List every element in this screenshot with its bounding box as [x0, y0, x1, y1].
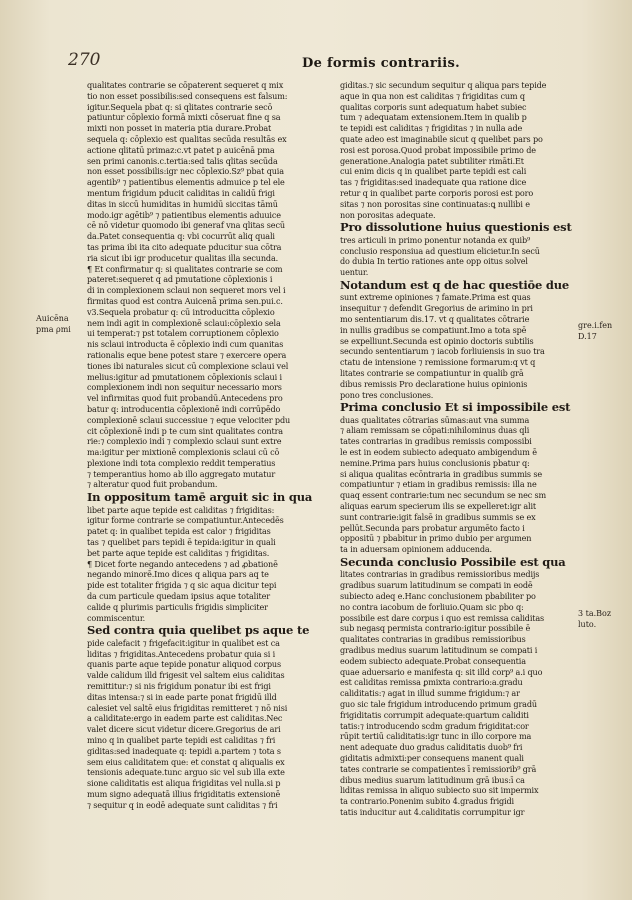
text-line: gradibus suarum latitudinum se compati in eodē	[340, 580, 533, 591]
text-line: aque in qua non est caliditas ⁊ frigiditas cum q	[340, 90, 525, 101]
text-line: do dubia In tertio rationes ante opp oitus solvel	[340, 256, 528, 267]
text-line: possibile est dare corpus i quo est remissa caliditas	[340, 612, 545, 623]
text-line: cē nō videtur quomodo ibi generaf vna qlitas secū	[87, 220, 285, 231]
text-line: tas ⁊ quelibet pars tepidi ē tepida:igitur in quali	[87, 537, 276, 548]
text-line: mentum frigidum pducit caliditas in calidū frigi	[87, 187, 275, 198]
text-line: rūpit tertiū caliditatis:igr tunc in illo corpore ma	[340, 731, 532, 742]
text-line: calesiet vel saltē eius frigiditas remitteret ⁊ nō nisi	[87, 702, 288, 713]
text-line: nent adequate duo gradus caliditatis duob⁹ fri	[340, 742, 523, 753]
section-heading-line: Pro dissolutione huius questionis est	[340, 220, 572, 235]
text-line: nemine.Prima pars huius conclusionis pbatur q:	[340, 457, 530, 468]
text-line: quaq essent contrarie:tum nec secundum se nec sm	[340, 490, 547, 501]
section-heading-line: Prima conclusio Et si impossibile est	[340, 400, 571, 415]
text-line: v3.Sequela probatur q: cū introducitta cōplexio	[87, 306, 275, 317]
text-line: agentib⁹ ⁊ patientibus elementis admuice p tel ele	[87, 177, 285, 188]
text-line: tio non esset possibilis:sed consequens est falsum:	[87, 90, 288, 101]
text-line: qualitates contrarie se cōpaterent sequeret q mix	[87, 80, 284, 90]
text-line: nis sclaui introducta ē cōplexio indi cum quanitas	[87, 339, 284, 350]
text-line: mo sententiarum dis.17. vt q qualitates cōtrarie	[340, 313, 530, 324]
text-line: complexionem indi non sequitur necessario mors	[87, 382, 282, 393]
text-line: tiones ibi naturales sicut cū complexione sclaui vel	[87, 360, 289, 371]
text-line: generatione.Analogia patet subtiliter rimāti.Et	[340, 155, 524, 166]
text-line: caliditatis:⁊ agat in illud summe frigidum:⁊ ar	[340, 688, 520, 699]
text-line: pide calefacit ⁊ frigefacit:igitur in qualibet est ca	[87, 637, 280, 648]
text-line: rie:⁊ complexio indi ⁊ complexio sclaui sunt extre	[87, 436, 282, 447]
margin-note-line: gre.i.fen	[578, 321, 613, 330]
text-line: le est in eodem subiecto adequato ambigendum ē	[340, 447, 537, 458]
text-line: vel infirmitas quod fuit probandū.Antecedens pro	[87, 393, 283, 404]
text-line: retur q in qualibet parte corporis porosi est poro	[340, 187, 534, 198]
page-number: 270	[68, 50, 101, 70]
left-text-column	[87, 80, 321, 811]
text-line: non porositas adequate.	[340, 209, 436, 220]
text-line: insequitur ⁊ defendit Gregorius de arimino in pri	[340, 303, 533, 314]
section-heading-line: Sed contra quia quelibet ps aque te	[87, 623, 310, 638]
text-line: sunt extreme opiniones ⁊ famate.Prima est quas	[340, 292, 531, 303]
text-line: tatis inducitur aut 4.caliditatis corrumpitur igr	[340, 806, 525, 817]
text-line: non esset possibilis:igr nec cōplexio.Sz⁹ pbat quia	[87, 166, 284, 177]
text-line: pono tres conclusiones.	[340, 389, 434, 400]
text-line: tres articuli in primo ponentur notanda ex quib⁹	[340, 234, 531, 245]
text-line: melius:igitur ad pmutationem cōplexionis sclaui i	[87, 371, 282, 382]
text-line: tensionis adequate.tunc arguo sic vel sub illa exte	[87, 767, 285, 778]
text-line: ditas intensa:⁊ si in eade parte ponat frigidū illd	[87, 691, 277, 702]
text-line: valet dicere sicut videtur dicere.Gregorius de ari	[87, 724, 281, 735]
text-line: liditas ⁊ frigiditas.Antecedens probatur quia si i	[87, 648, 276, 659]
text-line: eodem subiecto adequate.Probat consequentia	[340, 655, 526, 666]
section-heading-line: In oppositum tamē arguit sic in qua	[87, 490, 313, 505]
text-line: sunt contrarie:igit falsē in gradibus summis se ex	[340, 511, 536, 522]
section-heading-line: Notandum est q de hac questiōe due	[340, 277, 569, 292]
text-line: ta in aduersam opinionem adducenda.	[340, 544, 492, 555]
text-line: ditas in siccū humiditas in humidū siccitas tāmū	[87, 198, 278, 209]
text-line: rationalis eque bene potest stare ⁊ exercere opera	[87, 349, 287, 360]
text-line: da cum particule quedam ipsius aque totaliter	[87, 591, 270, 602]
text-line: mum signo adequatā illius frigiditatis extensionē	[87, 788, 281, 799]
text-line: litates contrarias in gradibus remissioribus medijs	[340, 569, 540, 580]
text-line: da.Patet consequentia q: vbi cocurrūt aliq quali	[87, 231, 275, 242]
text-line: batur q: introducentia cōplexionē indi corrūpēdo	[87, 403, 281, 414]
left-margin-note	[36, 313, 71, 335]
text-line: igitur.Sequela pbat q: si qlitates contrarie secō	[87, 101, 273, 112]
text-line: negando minorē.Imo dices q aliqua pars aq te	[87, 569, 269, 580]
text-line: giditas.⁊ sic secundum sequitur q aliqua pars tepide	[340, 80, 547, 90]
text-line: rosi est porosa.Quod probat impossibile primo de	[340, 144, 536, 155]
text-line: ui temperat:⁊ pst totalem corruptionem cōplexio	[87, 328, 279, 339]
text-line: igitur forme contrarie se compatiuntur.Antecedēs	[87, 515, 284, 526]
running-title: De formis contrariis.	[302, 56, 460, 71]
text-line: sione caliditatis est aliqua frigiditas vel nulla.si p	[87, 778, 281, 789]
text-line: calide q plurimis particulis frigidis simpliciter	[87, 601, 268, 612]
text-line: tum ⁊ adequatam extensionem.Item in qualib p	[340, 112, 527, 123]
text-line: quae aduersario e manifesta q: sit illd corp⁹ a.i quo	[340, 666, 543, 677]
text-line: oppositū ⁊ pbabitur in primo dubio per argumen	[340, 533, 532, 544]
right-text-column	[340, 80, 574, 818]
text-line: pateret:sequeret q ad pmutatione cōplexionis i	[87, 274, 273, 285]
text-line: secundo sententiarum ⁊ iacob forliuiensis in suo tra	[340, 346, 545, 357]
text-line: cit cōplexionē indi p te cum sint qualitates contra	[87, 425, 283, 436]
text-line: liditas remissa in aliquo subiecto suo sit impermix	[340, 785, 539, 796]
text-line: sequela q: cōplexio est qualitas secūda resultās ex	[87, 133, 287, 144]
text-line: plexione indi tota complexio reddit temperatius	[87, 457, 276, 468]
text-line: compatiuntur ⁊ etiam in gradibus remissis: illa ne	[340, 479, 537, 490]
margin-note-line: 3 ta.Boz	[578, 609, 612, 618]
text-line: ma:igitur per mixtionē complexionis sclaui cū cō	[87, 447, 280, 458]
text-line: ⁊ temperantius homo ab illo aggregato mutatur	[87, 468, 276, 479]
margin-note-line: luto.	[578, 620, 597, 629]
text-line: conclusio responsiua ad questium elicietur.In secū	[340, 245, 540, 256]
text-line: quanis parte aque tepide ponatur aliquod corpus	[87, 659, 281, 670]
text-line: firmitas quod est contra Auicenā prima sen.pui.c.	[87, 295, 283, 306]
section-heading-line: Secunda conclusio Possibile est qua	[340, 555, 566, 570]
text-line: tates contrarie se compatientes ī remissiorib⁹ grā	[340, 763, 537, 774]
text-line: pellūt.Secunda pars probatur argumēto facto i	[340, 522, 525, 533]
text-line: te tepidi est caliditas ⁊ frigiditas ⁊ in nulla ade	[340, 123, 523, 134]
text-line: tas prima ibi ita cito adequate pducitur sua cōtra	[87, 241, 282, 252]
text-line: mixti non posset in materia ptia durare.Probat	[87, 123, 272, 134]
text-line: gradibus medius suarum latitudinum se compati i	[340, 645, 538, 656]
text-line: mino q in qualibet parte tepidi est caliditas ⁊ fri	[87, 735, 276, 745]
text-line: dibus remissis Pro declaratione huius opinionis	[340, 378, 528, 389]
text-line: dibus medius suarum latitudinum grā ibus:ī ca	[340, 774, 525, 785]
text-line: libet parte aque tepide est caliditas ⁊ frigiditas:	[87, 504, 275, 515]
text-line: nem indi agit in complexionē sclaui:cōplexio sela	[87, 317, 281, 328]
text-line: complexionē sclaui successiue ⁊ eque velociter pdu	[87, 414, 291, 425]
text-line: sub negasq permista contrario:igitur possibile ē	[340, 623, 531, 634]
text-line: in nullis gradibus se compatiunt.Imo a tota spē	[340, 324, 527, 335]
text-line: sem eius caliditatem que: et constat q aliqualis ex	[87, 756, 285, 767]
text-line: uentur.	[340, 267, 369, 278]
text-line: quate adeo est imaginabile sicut q quelibet pars po	[340, 133, 543, 144]
text-line: pide est totaliter frigida ⁊ q sic aqua dicitur tepi	[87, 580, 277, 591]
text-line: ria sicut ibi igr producetur qualitas illa secunda.	[87, 252, 279, 263]
margin-note-line: D.17	[578, 332, 597, 341]
text-line: ta contrario.Ponenim subito 4.gradus frigidi	[340, 796, 514, 807]
text-line: remittitur:⁊ si nis frigidum ponatur ibi est frigi	[87, 681, 271, 692]
text-line: di in complexionem sclaui non sequeret mors vel i	[87, 285, 286, 296]
text-line: modo.igr agētib⁹ ⁊ patientibus elementis aduuice	[87, 209, 281, 220]
text-line: est caliditas remissa ꝑmixta contrario:a.gradu	[340, 677, 523, 688]
text-line: ⁊ sequitur q in eodē adequate sunt caliditas ⁊ fri	[87, 799, 278, 810]
text-line: se expelliunt.Secunda est opinio doctoris subtilis	[340, 335, 534, 346]
text-line: valde calidum illd frigesit vel saltem eius caliditas	[87, 670, 285, 681]
text-line: giditatis admixti:per consequens manent quali	[340, 752, 524, 763]
text-line: guo sic tale frigidum introducendo primum gradū	[340, 699, 537, 709]
text-line: cui enim dicis q in qualibet parte tepidi est cali	[340, 166, 527, 177]
text-line: aliquas earum specierum ilis se expelleret:igr alit	[340, 501, 537, 512]
text-line: subiecto adeq e.Hanc conclusionem pbabiliter po	[340, 591, 536, 602]
text-line: giditas:sed inadequate q: tepidi a.partem ⁊ tota s	[87, 745, 281, 756]
text-line: patiuntur cōplexio formā mixti cōseruat fine q sa	[87, 112, 281, 123]
text-line: ctatu de intensione ⁊ remissione formarum:q vt q	[340, 357, 536, 368]
text-line: ⁊ aliam remissam se cōpati:nihilominus duas qli	[340, 425, 530, 436]
text-line: duas qualitates cōtrarias sūmas:aut vna summa	[340, 414, 530, 425]
text-line: tas ⁊ frigiditas:sed inadequate qua ratione dice	[340, 177, 527, 188]
text-line: no contra iacobum de forliuio.Quam sic pbo q:	[340, 601, 524, 612]
text-line: bet parte aque tepide est caliditas ⁊ frigiditas.	[87, 547, 270, 558]
text-line: tates contrarias in gradibus remissis compossibi	[340, 436, 532, 447]
right-margin-note-1	[578, 320, 612, 342]
text-line: a caliditate:ergo in eadem parte est caliditas.Nec	[87, 713, 283, 724]
right-margin-note-2	[578, 608, 611, 630]
margin-note-line: Auicēna	[36, 314, 69, 323]
text-line: ¶ Dicet forte negando antecedens ⁊ ad ꝓbationē	[87, 558, 278, 569]
text-line: commiscentur.	[87, 612, 146, 623]
text-line: ⁊ alteratur quod fuit probandum.	[87, 479, 218, 490]
text-line: qualitates contrarias in gradibus remissioribus	[340, 634, 526, 645]
text-line: si aliqua qualitas ecōntraria in gradibus summis se	[340, 468, 542, 479]
text-line: ¶ Et confirmatur q: si qualitates contrarie se com	[87, 263, 283, 274]
text-line: frigiditatis corrumpit adequate:quartum caliditi	[340, 709, 529, 720]
text-line: sen primi canonis.c.tertia:sed talis qlitas secūda	[87, 155, 278, 166]
text-line: litates contrarie se compatiuntur in qualib grā	[340, 367, 524, 378]
text-line: actione qlitatū primaz:c.vt patet p auicēnā pma	[87, 144, 275, 155]
margin-note-line: pma ρmi	[36, 325, 71, 334]
text-line: sitas ⁊ non porositas sine continuatas:ꝗ nullibi e	[340, 198, 530, 209]
text-line: tatis:⁊ introducendo scdm gradum frigiditat:cor	[340, 720, 529, 731]
text-line: qualitas corporis sunt adequatum habet subiec	[340, 101, 527, 112]
text-line: patet q: in qualibet tepida est calor ⁊ frigiditas	[87, 526, 271, 537]
